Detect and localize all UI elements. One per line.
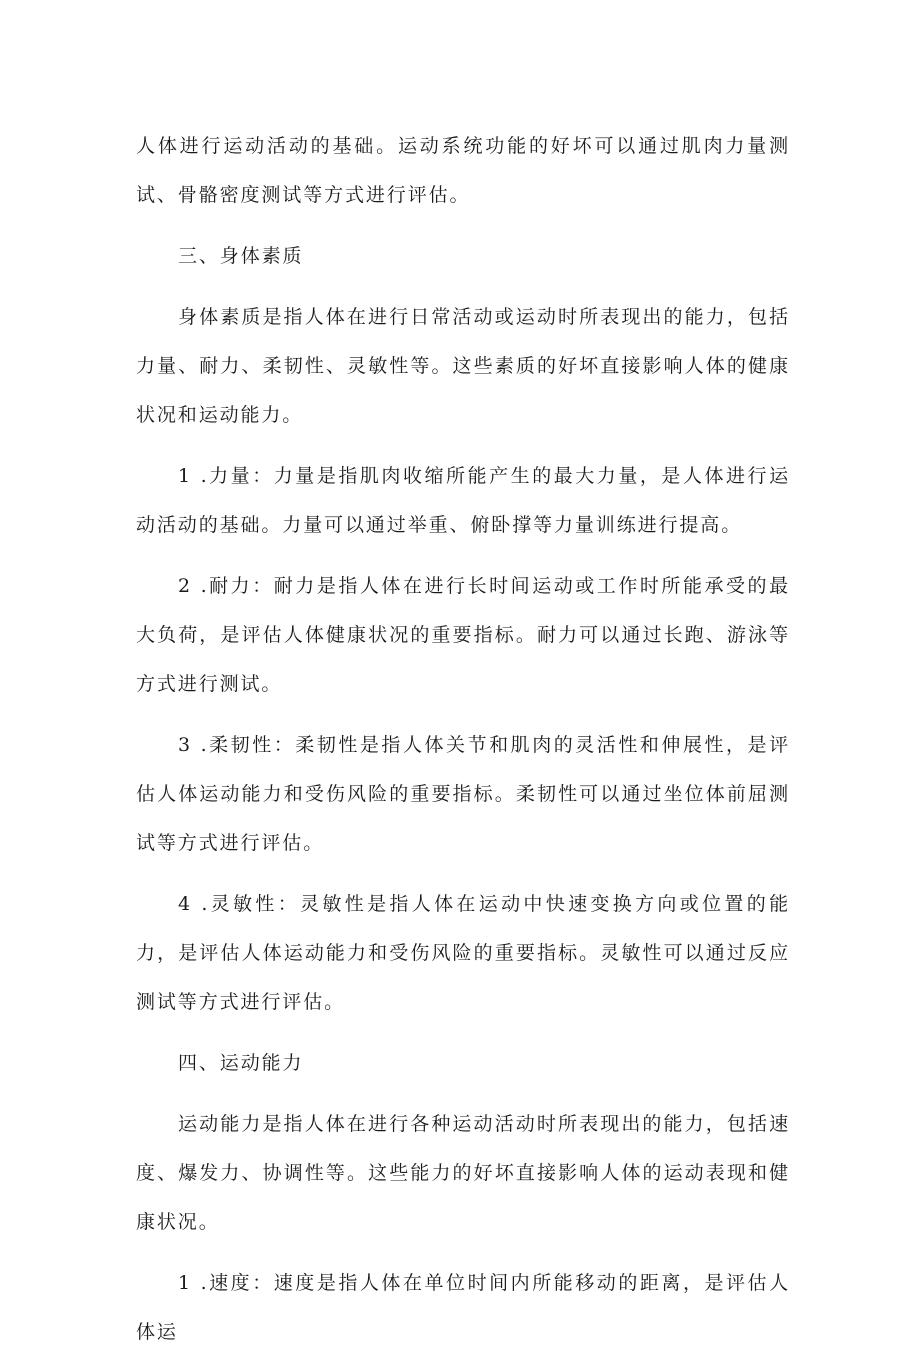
paragraph-physical-fitness-intro: 身体素质是指人体在进行日常活动或运动时所表现出的能力，包括力量、耐力、柔韧性、灵敏性等。这些素质的好坏直接影响人体的健康状况和运动能力。: [136, 306, 790, 426]
document-body: [136, 122, 790, 1357]
list-item-speed: 1 .速度：速度是指人体在单位时间内所能移动的距离，是评估人体运: [136, 1272, 790, 1343]
paragraph-athletic-ability-intro: 运动能力是指人体在进行各种运动活动时所表现出的能力，包括速度、爆发力、协调性等。这些能力的好坏直接影响人体的运动表现和健康状况。: [136, 1113, 790, 1233]
section-heading-physical-fitness: 三、身体素质: [178, 245, 304, 267]
list-item-agility: 4 .灵敏性：灵敏性是指人体在运动中快速变换方向或位置的能力，是评估人体运动能力和受伤风险的重要指标。灵敏性可以通过反应测试等方式进行评估。: [136, 893, 790, 1013]
paragraph-continuation: 人体进行运动活动的基础。运动系统功能的好坏可以通过肌肉力量测试、骨骼密度测试等方式进行评估。: [136, 135, 790, 206]
list-item-endurance: 2 .耐力：耐力是指人体在进行长时间运动或工作时所能承受的最大负荷，是评估人体健康状况的重要指标。耐力可以通过长跑、游泳等方式进行测试。: [136, 575, 790, 695]
list-item-flexibility: 3 .柔韧性：柔韧性是指人体关节和肌肉的灵活性和伸展性，是评估人体运动能力和受伤风险的重要指标。柔韧性可以通过坐位体前屈测试等方式进行评估。: [136, 734, 790, 854]
section-heading-athletic-ability: 四、运动能力: [178, 1052, 304, 1074]
list-item-strength: 1 .力量：力量是指肌肉收缩所能产生的最大力量，是人体进行运动活动的基础。力量可以通过举重、俯卧撑等力量训练进行提高。: [136, 465, 790, 536]
